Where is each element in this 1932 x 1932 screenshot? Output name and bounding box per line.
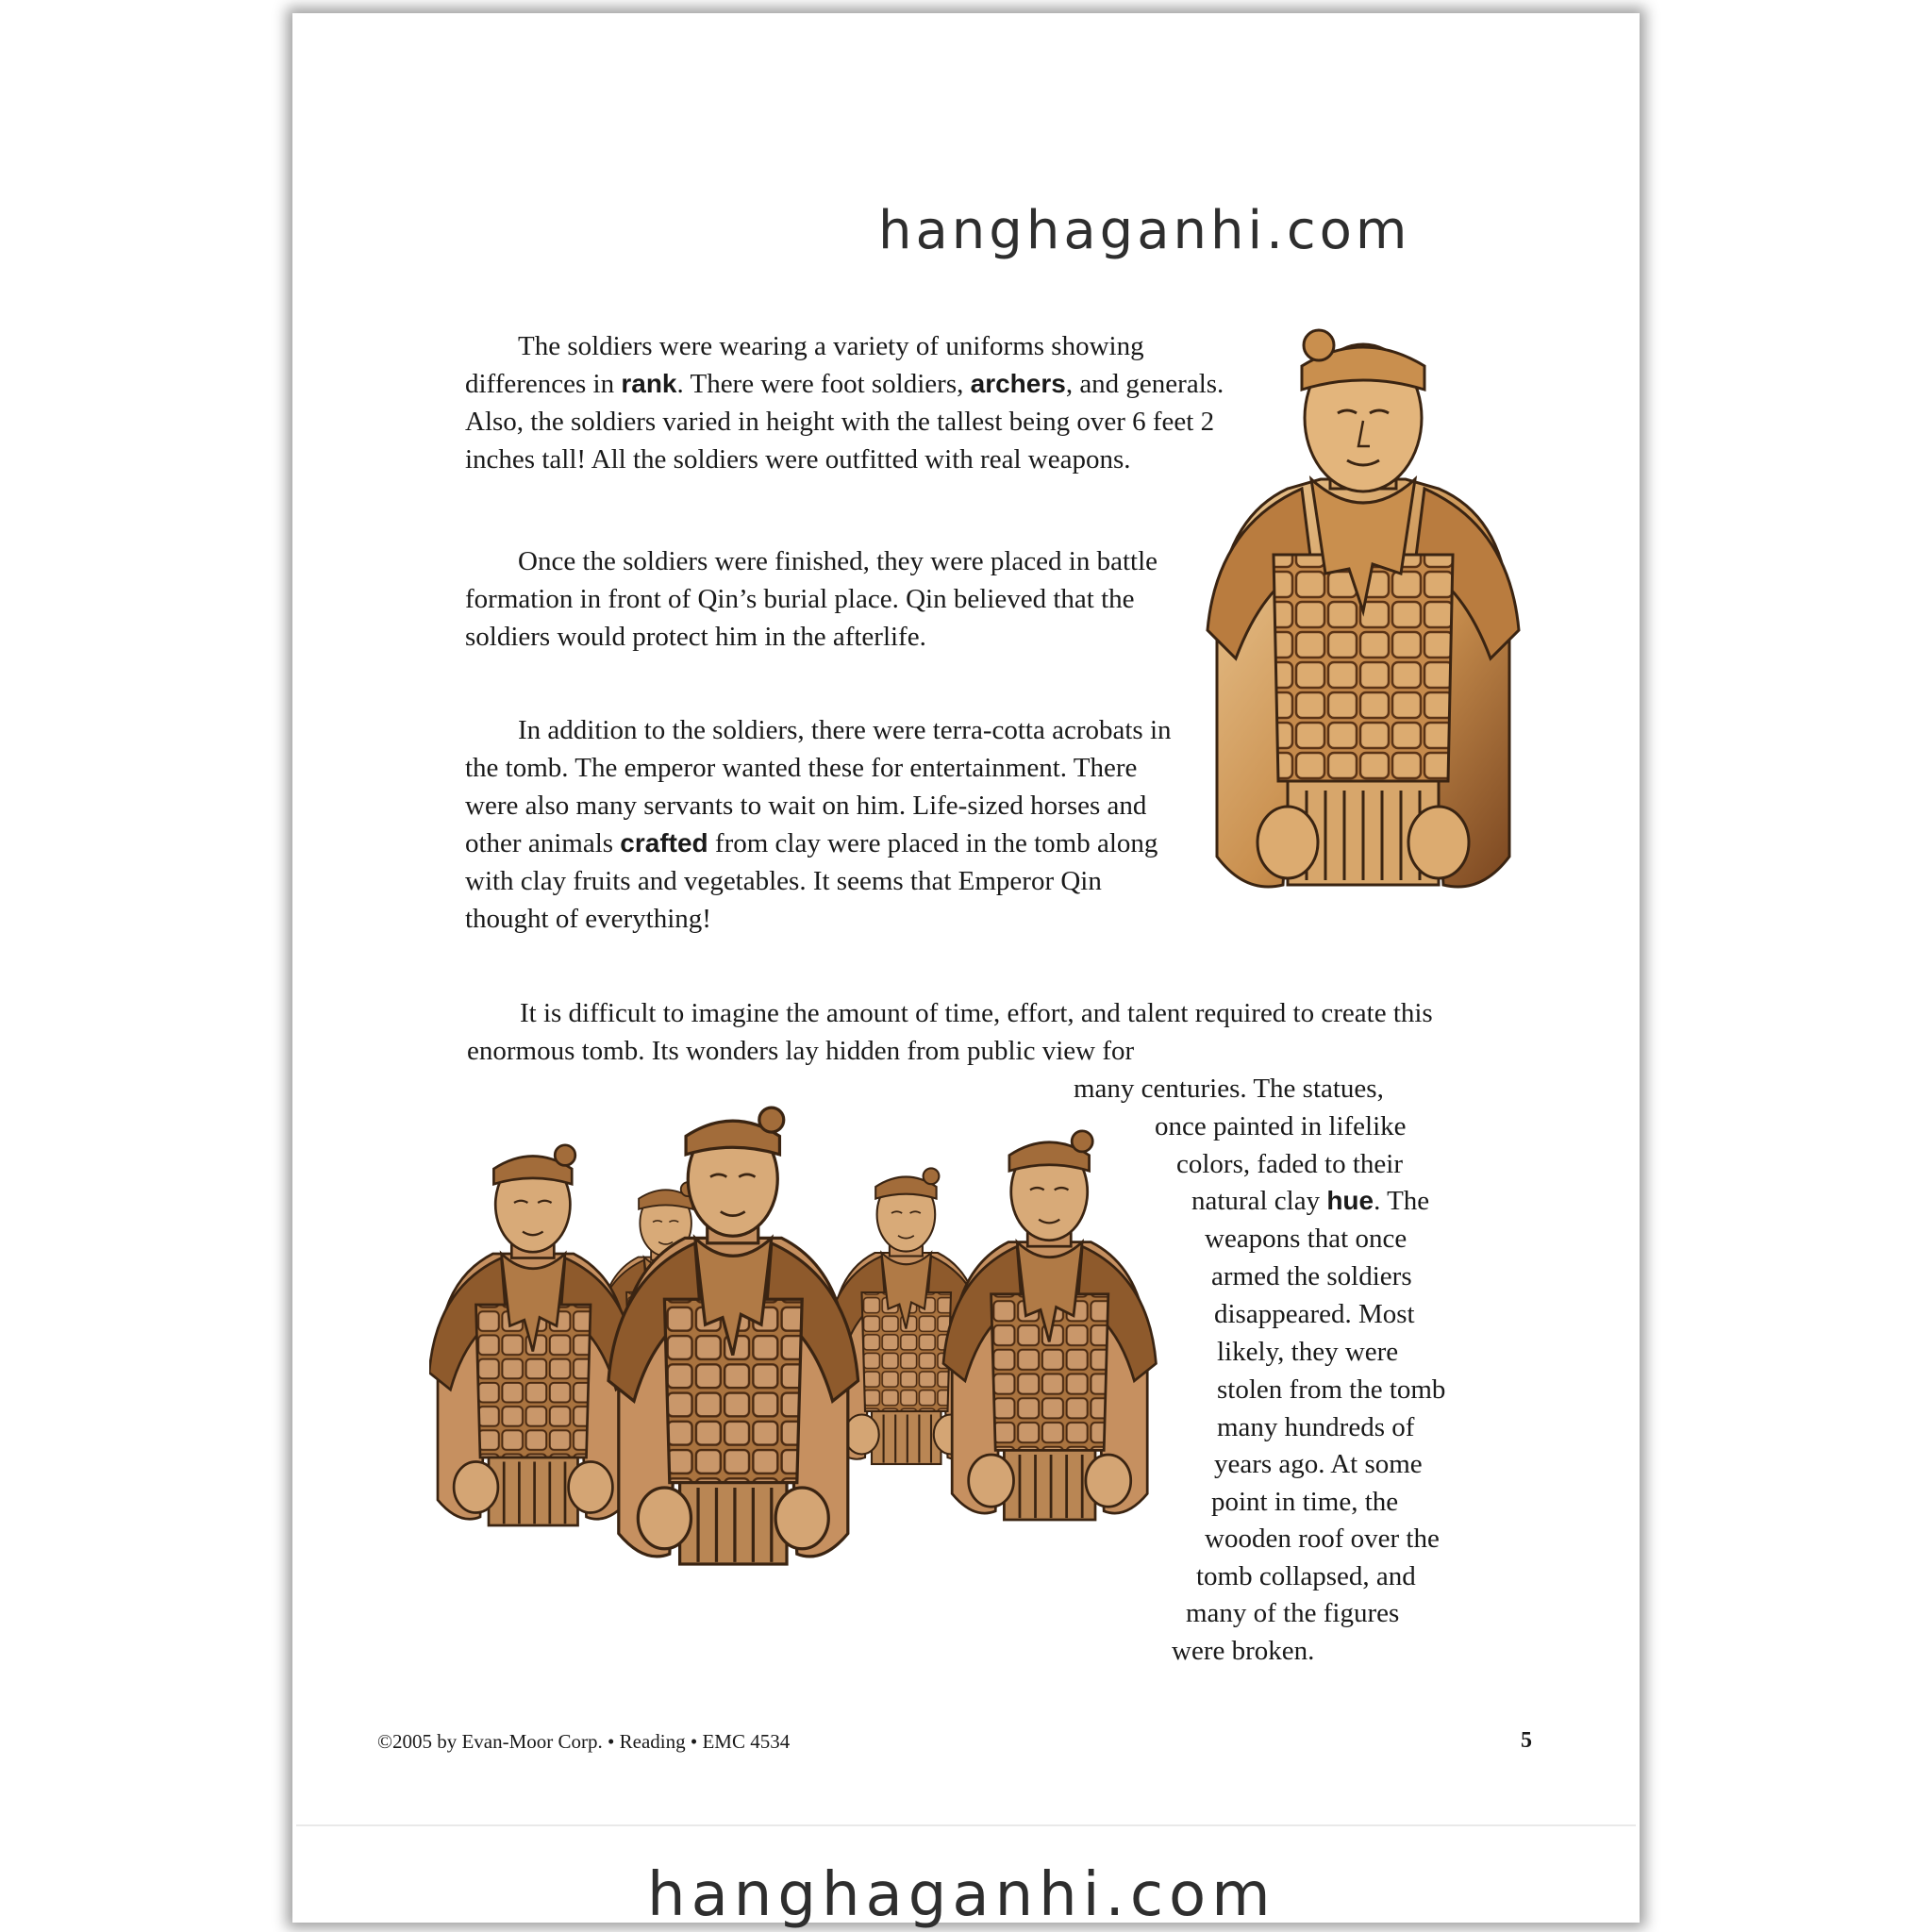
paragraph-acrobats <box>465 711 1182 938</box>
rag-line-6: armed the soldiers <box>1211 1261 1412 1291</box>
rag-line-5: weapons that once <box>1205 1224 1407 1254</box>
vocab-hue: hue <box>1326 1186 1374 1215</box>
p3-text-b: from clay were placed in the tomb along with clay fruits and vegetables. It seems that Emperor Qin thought of everything! <box>465 828 1158 934</box>
vocab-archers: archers <box>970 369 1066 398</box>
paragraph-battle-formation: Once the soldiers were finished, they were placed in battle formation in front of Qin’s burial place. Qin believed that the soldiers would protect him in the afterlife. <box>465 546 1158 652</box>
warrior-center <box>608 1108 858 1564</box>
rag-line-16: were broken. <box>1172 1636 1315 1666</box>
footer-copyright: ©2005 by Evan-Moor Corp. • Reading • EMC 4534 <box>377 1730 791 1753</box>
vocab-crafted: crafted <box>620 828 708 858</box>
terracotta-soldier-illustration <box>1198 328 1528 913</box>
warrior-right <box>943 1131 1156 1520</box>
soldier-head <box>1302 330 1424 491</box>
rag-line-2: once painted in lifelike <box>1155 1111 1407 1141</box>
rag-line-4-b: . The <box>1374 1186 1430 1216</box>
p1-text-b: . There were foot soldiers, <box>676 369 971 399</box>
rag-line-3: colors, faded to their <box>1176 1149 1403 1179</box>
page-bottom-divider <box>296 1824 1636 1826</box>
watermark-top: hanghaganhi.com <box>878 200 1411 261</box>
vocab-rank: rank <box>621 369 677 398</box>
rag-line-14: tomb collapsed, and <box>1196 1561 1416 1591</box>
soldier-body <box>1208 479 1519 887</box>
p3-text-a: In addition to the soldiers, there were terra-cotta acrobats in the tomb. The emperor wanted these for entertainment. There were also many servants to wait on him. Life-sized horses and other animals <box>465 715 1172 858</box>
p1-text-a: The soldiers were wearing a variety of uniforms showing differences in <box>465 331 1144 399</box>
rag-line-13: wooden roof over the <box>1205 1524 1440 1554</box>
warrior-left <box>429 1145 638 1525</box>
terracotta-army-group-illustration <box>429 1106 1193 1672</box>
rag-line-11: years ago. At some <box>1214 1449 1423 1479</box>
page-number: 5 <box>1521 1728 1532 1753</box>
rag-line-10: many hundreds of <box>1217 1412 1415 1442</box>
rag-line-15: many of the figures <box>1186 1598 1400 1628</box>
rag-line-9: stolen from the tomb <box>1217 1374 1446 1405</box>
paragraph-uniforms <box>465 327 1248 478</box>
rag-line-4 <box>1191 1182 1429 1220</box>
rag-line-8: likely, they were <box>1217 1337 1399 1367</box>
rag-line-4-a: natural clay <box>1191 1186 1327 1216</box>
watermark-bottom: hanghaganhi.com <box>647 1860 1276 1930</box>
p1-text-c: , and generals. Also, the soldiers varied in height with the tallest being over 6 feet 2 inches tall! All the soldiers were outfitted with real weapons. <box>465 369 1224 475</box>
rag-line-12: point in time, the <box>1211 1487 1399 1517</box>
paragraph-tomb-wonders: It is difficult to imagine the amount of time, effort, and talent required to create this enormous tomb. Its wonders lay hidden from public view for <box>467 998 1433 1066</box>
rag-line-1: many centuries. The statues, <box>1074 1074 1384 1104</box>
rag-line-7: disappeared. Most <box>1214 1299 1415 1329</box>
